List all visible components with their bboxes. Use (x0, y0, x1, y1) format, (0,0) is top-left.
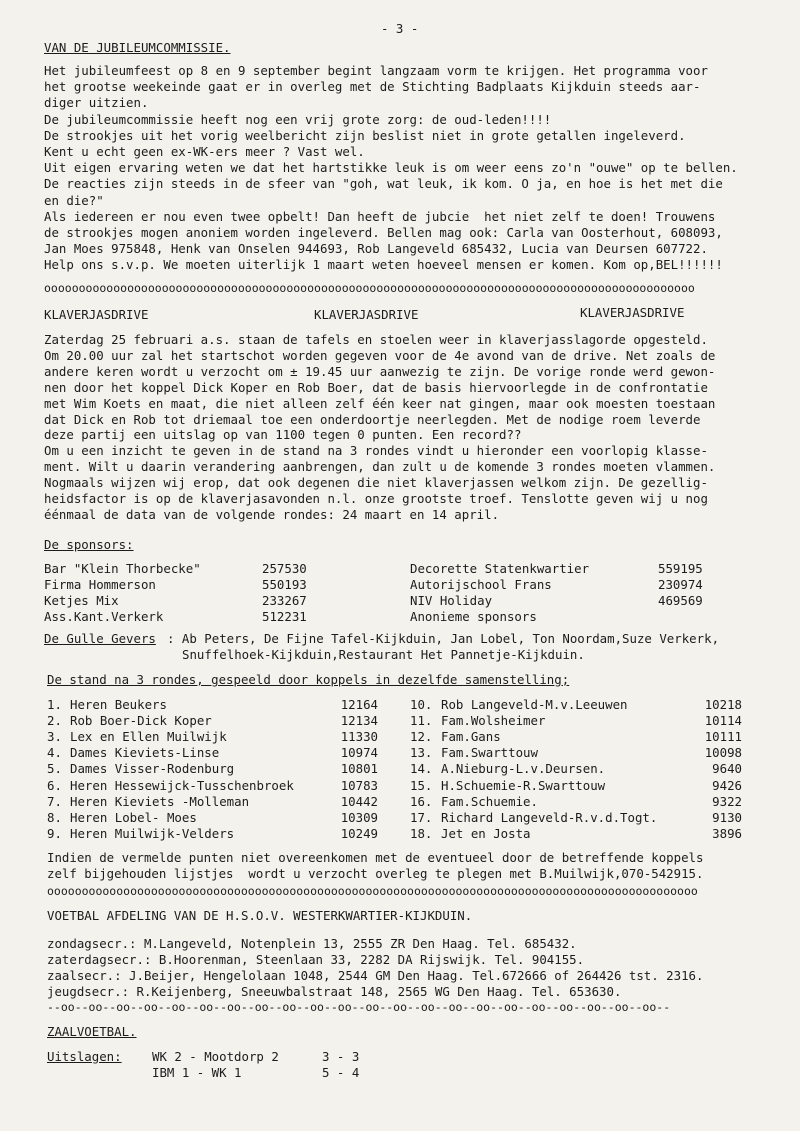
zaalvoetbal-heading: ZAALVOETBAL. (47, 1024, 137, 1039)
voetbal-line-4: jeugdsecr.: R.Keijenberg, Sneeuwbalstraat 148, 2565 WG Den Haag. Tel. 653630. (47, 984, 622, 999)
stand-points: 10442 (340, 793, 378, 809)
stand-name: Richard Langeveld-R.v.d.Togt. (441, 809, 658, 825)
stand-points: 9130 (712, 809, 742, 825)
stand-name: Heren Kieviets -Molleman (70, 793, 250, 809)
stand-footer-1: Indien de vermelde punten niet overeenkomen met de eventueel door de betreffende koppels (47, 850, 704, 865)
stand-points: 12164 (340, 697, 378, 712)
stand-points: 9640 (712, 761, 742, 777)
jubileum-line: De strookjes uit het vorig weelbericht zijn beslist niet in grote getallen ingeleverd. (44, 127, 686, 143)
jubileum-line: Jan Moes 975848, Henk van Onselen 944693, Rob Langeveld 685432, Lucia van Deursen 607722. (44, 241, 708, 257)
stand-name: Fam.Wolsheimer (441, 713, 546, 729)
jubileum-heading: VAN DE JUBILEUMCOMMISSIE. (44, 40, 231, 55)
jubileum-line: het grootse weekeinde gaat er in overleg met de Stichting Badplaats Kijkduin steeds aar- (44, 79, 701, 95)
gevers-line-1: : Ab Peters, De Fijne Tafel-Kijkduin, Jan Lobel, Ton Noordam,Suze Verkerk, (167, 631, 720, 646)
stand-points: 10111 (704, 729, 742, 745)
result-score-1: 3 - 3 (322, 1049, 360, 1064)
stand-points: 12134 (340, 713, 378, 729)
stand-rank: 13. (410, 745, 433, 761)
stand-points: 11330 (340, 729, 378, 745)
klaverjas-heading-2: KLAVERJASDRIVE (314, 307, 419, 322)
stand-rank: 10. (410, 697, 433, 712)
klaverjas-line: ment. Wilt u daarin verandering aanbrengen, dan zult u de komende 3 rondes moeten vlammen. (44, 459, 716, 475)
stand-name: Heren Muilwijk-Velders (70, 825, 235, 841)
klaverjas-line: Nogmaals wijzen wij erop, dat ook degenen die niet klaverjassen welkom zijn. De gezellig- (44, 475, 708, 491)
stand-rank: 1. (47, 697, 62, 712)
stand-points: 10783 (340, 777, 378, 793)
stand-rank: 5. (47, 761, 62, 777)
jubileum-line: Uit eigen ervaring weten we dat het hartstikke leuk is om weer eens zo'n "ouwe" op te bellen. (44, 160, 738, 176)
separator-line: oooooooooooooooooooooooooooooooooooooooooooooooooooooooooooooooooooooooooooooooooooooooooooooo (47, 884, 698, 898)
page-number: - 3 - (381, 21, 419, 36)
stand-name: Heren Beukers (70, 697, 167, 712)
stand-name: Rob Boer-Dick Koper (70, 713, 212, 729)
sponsor-name: Autorijschool Frans (410, 577, 552, 592)
klaverjas-heading-1: KLAVERJASDRIVE (44, 307, 149, 322)
stand-rank: 17. (410, 809, 433, 825)
stand-rank: 6. (47, 777, 62, 793)
voetbal-line-1: zondagsecr.: M.Langeveld, Notenplein 13, 2555 ZR Den Haag. Tel. 685432. (47, 936, 577, 951)
klaverjas-line: nen door het koppel Dick Koper en Rob Boer, dat de basis hiervoorlegde in de confrontatie (44, 379, 708, 395)
klaverjas-heading-3: KLAVERJASDRIVE (580, 305, 685, 320)
stand-name: Fam.Swarttouw (441, 745, 538, 761)
stand-heading: De stand na 3 rondes, gespeeld door koppels in dezelfde samenstelling; (47, 672, 570, 687)
sponsors-heading: De sponsors: (44, 537, 134, 552)
stand-name: Fam.Gans (441, 729, 501, 745)
jubileum-line: Kent u echt geen ex-WK-ers meer ? Vast wel. (44, 144, 365, 159)
result-match-2: IBM 1 - WK 1 (152, 1065, 242, 1080)
stand-rank: 2. (47, 713, 62, 729)
klaverjas-line: heidsfactor is op de klaverjasavonden n.l. onze grootste troef. Tenslotte geven wij u nog (44, 491, 708, 506)
stand-rank: 18. (410, 825, 433, 841)
klaverjas-line: Om u een inzicht te geven in de stand na 3 rondes vindt u hieronder een voorlopig klasse- (44, 443, 708, 459)
sponsor-name: Ass.Kant.Verkerk (44, 609, 164, 624)
separator-dash-line: --oo--oo--oo--oo--oo--oo--oo--oo--oo--oo--oo--oo--oo--oo--oo--oo--oo--oo--oo--oo--oo--oo-- (47, 1000, 671, 1014)
voetbal-line-2: zaterdagsecr.: B.Hoorenman, Steenlaan 33, 2282 DA Rijswijk. Tel. 904155. (47, 952, 585, 967)
stand-name: Jet en Josta (441, 825, 531, 841)
stand-name: Dames Visser-Rodenburg (70, 761, 235, 777)
stand-points: 10218 (704, 697, 742, 712)
stand-points: 9322 (712, 793, 742, 809)
stand-rank: 3. (47, 729, 62, 745)
sponsor-tel: 469569 (658, 593, 703, 608)
stand-points: 3896 (712, 825, 742, 841)
jubileum-line: Als iedereen er nou even twee opbelt! Dan heeft de jubcie het niet zelf te doen! Trouwens (44, 208, 716, 224)
stand-name: Lex en Ellen Muilwijk (70, 729, 227, 745)
separator-line: oooooooooooooooooooooooooooooooooooooooooooooooooooooooooooooooooooooooooooooooooooooooooooooo (44, 281, 695, 295)
stand-name: Dames Kieviets-Linse (70, 745, 220, 761)
sponsor-tel: 257530 (262, 561, 307, 576)
voetbal-heading: VOETBAL AFDELING VAN DE H.S.O.V. WESTERKWARTIER-KIJKDUIN. (47, 908, 473, 923)
stand-points: 10801 (340, 761, 378, 777)
stand-points: 10309 (340, 809, 378, 825)
klaverjas-line: Zaterdag 25 februari a.s. staan de tafels en stoelen weer in klaverjasslagorde opgesteld. (44, 332, 708, 347)
sponsor-name: Ketjes Mix (44, 593, 119, 608)
jubileum-line: diger uitzien. (44, 95, 149, 111)
sponsor-name: Bar "Klein Thorbecke" (44, 561, 201, 576)
sponsor-tel: 559195 (658, 561, 703, 576)
sponsor-name: NIV Holiday (410, 593, 493, 608)
stand-footer-2: zelf bijgehouden lijstjes wordt u verzocht overleg te plegen met B.Muilwijk,070-542915. (47, 866, 704, 881)
stand-rank: 14. (410, 761, 433, 777)
klaverjas-line: éénmaal de data van de volgende rondes: 24 maart en 14 april. (44, 506, 500, 522)
stand-rank: 8. (47, 809, 62, 825)
klaverjas-line: deze partij een uitslag op van 1100 tegen 0 punten. Een record?? (44, 427, 522, 443)
stand-name: A.Nieburg-L.v.Deursen. (441, 761, 606, 777)
sponsor-name: Anonieme sponsors (410, 609, 537, 624)
sponsor-tel: 512231 (262, 609, 307, 624)
gevers-heading: De Gulle Gevers (44, 631, 156, 646)
stand-rank: 16. (410, 793, 433, 809)
stand-name: Heren Lobel- Moes (70, 809, 197, 825)
results-label: Uitslagen: (47, 1049, 122, 1064)
klaverjas-line: andere keren wordt u verzocht om ± 19.45 uur aanwezig te zijn. De vorige ronde werd gewon- (44, 363, 716, 379)
sponsor-tel: 550193 (262, 577, 307, 592)
voetbal-line-3: zaalsecr.: J.Beijer, Hengelolaan 1048, 2544 GM Den Haag. Tel.672666 of 264426 tst. 2316. (47, 968, 704, 983)
stand-name: H.Schuemie-R.Swarttouw (441, 777, 606, 793)
stand-points: 10114 (704, 713, 742, 729)
jubileum-line: De reacties zijn steeds in de sfeer van "goh, wat leuk, ik kom. O ja, en hoe is het met die (44, 176, 723, 192)
result-match-1: WK 2 - Mootdorp 2 (152, 1049, 279, 1064)
stand-rank: 9. (47, 825, 62, 841)
klaverjas-line: met Wim Koets en maat, die niet alleen zelf één keer nat gingen, maar ook moesten toestaan (44, 395, 716, 411)
sponsor-tel: 230974 (658, 577, 703, 592)
stand-points: 10098 (704, 745, 742, 761)
jubileum-line: de strookjes mogen anoniem worden ingeleverd. Bellen mag ook: Carla van Oosterhout, 608093, (44, 225, 723, 240)
stand-name: Heren Hessewijck-Tusschenbroek (70, 777, 294, 793)
klaverjas-line: dat Dick en Rob tot driemaal toe een onderdoortje neerlegden. Met de nodige roem leverde (44, 411, 701, 427)
klaverjas-line: Om 20.00 uur zal het startschot worden gegeven voor de 4e avond van de drive. Net zoals de (44, 347, 716, 363)
stand-rank: 7. (47, 793, 62, 809)
stand-rank: 12. (410, 729, 433, 745)
jubileum-line: Het jubileumfeest op 8 en 9 september begint langzaam vorm te krijgen. Het programma voor (44, 63, 708, 78)
jubileum-line: De jubileumcommissie heeft nog een vrij grote zorg: de oud-leden!!!! (44, 111, 552, 127)
stand-points: 10249 (340, 825, 378, 841)
stand-rank: 4. (47, 745, 62, 761)
gevers-line-2: Snuffelhoek-Kijkduin,Restaurant Het Pannetje-Kijkduin. (182, 647, 585, 662)
stand-rank: 15. (410, 777, 433, 793)
jubileum-line: Help ons s.v.p. We moeten uiterlijk 1 maart weten hoeveel mensen er komen. Kom op,BEL!!!!!! (44, 257, 723, 273)
stand-points: 10974 (340, 745, 378, 761)
sponsor-tel: 233267 (262, 593, 307, 608)
stand-name: Rob Langeveld-M.v.Leeuwen (441, 697, 628, 712)
stand-name: Fam.Schuemie. (441, 793, 538, 809)
sponsor-name: Decorette Statenkwartier (410, 561, 590, 576)
jubileum-line: en die?" (44, 192, 104, 208)
stand-rank: 11. (410, 713, 433, 729)
result-score-2: 5 - 4 (322, 1065, 360, 1080)
sponsor-name: Firma Hommerson (44, 577, 156, 592)
stand-points: 9426 (712, 777, 742, 793)
